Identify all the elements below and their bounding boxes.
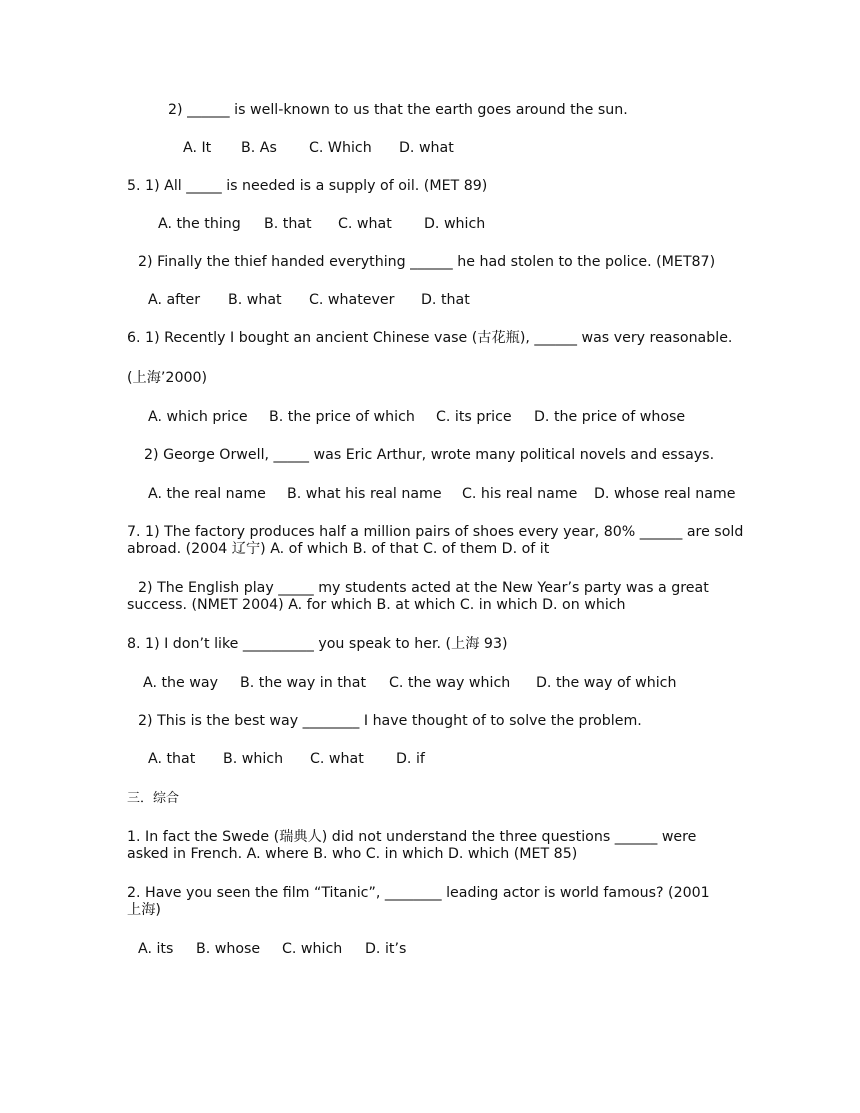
question-8-2: 2) This is the best way ________ I have thought of to solve the problem. bbox=[138, 713, 642, 729]
comprehensive-question-2: 2. Have you seen the film “Titanic”, ________ leading actor is world famous? (2001 bbox=[127, 885, 710, 901]
option-d: D. whose real name bbox=[594, 486, 736, 502]
option-c: C. which bbox=[282, 941, 343, 957]
comprehensive-question-1-options: asked in French. A. where B. who C. in which D. which (MET 85) bbox=[127, 846, 578, 862]
option-b: B. which bbox=[223, 751, 284, 767]
question-5-2: 2) Finally the thief handed everything ______ he had stolen to the police. (MET87) bbox=[138, 254, 716, 270]
comprehensive-question-1: 1. In fact the Swede (瑞典人) did not understand the three questions ______ were bbox=[127, 829, 697, 845]
options-5-1 bbox=[158, 216, 485, 233]
option-a: A. the real name bbox=[148, 486, 266, 502]
options-8-2 bbox=[148, 751, 425, 768]
question-6-1: 6. 1) Recently I bought an ancient Chinese vase (古花瓶), ______ was very reasonable. bbox=[127, 330, 733, 346]
option-c: C. his real name bbox=[462, 486, 578, 502]
option-d: D. the way of which bbox=[536, 675, 677, 691]
option-b: B. As bbox=[241, 140, 277, 156]
option-a: A. It bbox=[183, 140, 212, 156]
question-4-2: 2) ______ is well-known to us that the earth goes around the sun. bbox=[168, 102, 628, 118]
options-comprehensive-2 bbox=[138, 941, 406, 958]
option-c: C. what bbox=[310, 751, 364, 767]
option-c: C. whatever bbox=[309, 292, 395, 308]
option-d: D. if bbox=[396, 751, 425, 767]
question-7-2: 2) The English play _____ my students acted at the New Year’s party was a great bbox=[138, 580, 709, 596]
option-a: A. the thing bbox=[158, 216, 241, 232]
option-d: D. what bbox=[399, 140, 454, 156]
option-d: D. that bbox=[421, 292, 470, 308]
question-7-1: 7. 1) The factory produces half a million pairs of shoes every year, 80% ______ are sold bbox=[127, 524, 744, 540]
options-5-2 bbox=[148, 292, 470, 309]
option-b: B. the price of which bbox=[269, 409, 415, 425]
section-heading: 三．综合 bbox=[127, 791, 180, 806]
option-a: A. after bbox=[148, 292, 201, 308]
option-c: C. the way which bbox=[389, 675, 511, 691]
option-b: B. that bbox=[264, 216, 312, 232]
option-b: B. what his real name bbox=[287, 486, 442, 502]
option-d: D. it’s bbox=[365, 941, 407, 957]
option-a: A. the way bbox=[143, 675, 218, 691]
question-6-1-source: (上海’2000) bbox=[127, 370, 208, 386]
option-a: A. which price bbox=[148, 409, 248, 425]
question-7-1-options: abroad. (2004 辽宁) A. of which B. of that C. of them D. of it bbox=[127, 541, 550, 557]
option-b: B. the way in that bbox=[240, 675, 367, 691]
options-4-2 bbox=[183, 140, 454, 157]
option-c: C. its price bbox=[436, 409, 512, 425]
options-8-1 bbox=[143, 675, 676, 692]
options-6-1 bbox=[148, 409, 685, 426]
option-a: A. that bbox=[148, 751, 196, 767]
question-6-2: 2) George Orwell, _____ was Eric Arthur, wrote many political novels and essays. bbox=[144, 447, 715, 463]
question-5-1: 5. 1) All _____ is needed is a supply of oil. (MET 89) bbox=[127, 178, 488, 194]
option-b: B. what bbox=[228, 292, 282, 308]
options-6-2 bbox=[148, 486, 735, 503]
option-a: A. its bbox=[138, 941, 174, 957]
option-c: C. what bbox=[338, 216, 392, 232]
question-7-2-options: success. (NMET 2004) A. for which B. at which C. in which D. on which bbox=[127, 597, 626, 613]
comprehensive-question-2-source: 上海) bbox=[127, 902, 161, 918]
question-8-1: 8. 1) I don’t like __________ you speak to her. (上海 93) bbox=[127, 636, 508, 652]
option-d: D. which bbox=[424, 216, 486, 232]
option-c: C. Which bbox=[309, 140, 372, 156]
option-d: D. the price of whose bbox=[534, 409, 686, 425]
option-b: B. whose bbox=[196, 941, 261, 957]
